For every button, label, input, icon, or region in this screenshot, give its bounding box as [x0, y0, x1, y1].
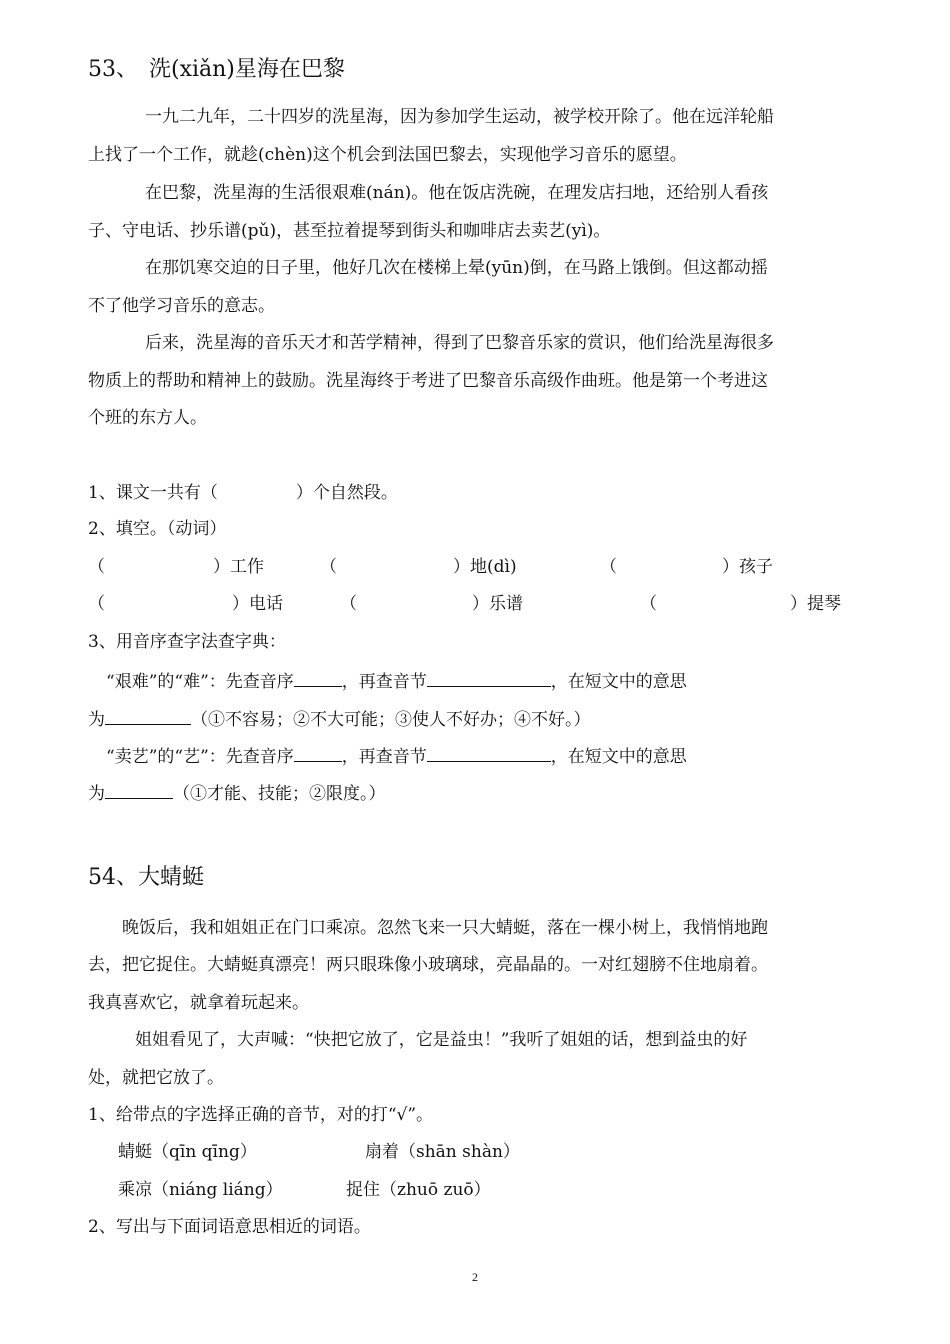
q3a-text-4: 为 — [88, 710, 105, 730]
s54-paragraph-1-line-2: 去，把它捉住。大蜻蜓真漂亮！两只眼珠像小玻璃球，亮晶晶的。一对红翅膀不住地扇着。 — [88, 955, 768, 975]
fill-1c-close: ）孩子 — [722, 557, 773, 577]
q1-suffix: ）个自然段。 — [295, 483, 398, 503]
fill-2a-close: ）电话 — [232, 594, 283, 614]
s53-paragraph-4-line-3: 个班的东方人。 — [88, 408, 207, 428]
fill-2a-blank[interactable] — [110, 593, 228, 615]
fill-1a-blank[interactable] — [110, 556, 210, 578]
s54-word-1: 蜻蜓（qīn qīng） — [118, 1142, 257, 1162]
q3b-line-2 — [88, 780, 386, 805]
fill-1c-open: （ — [600, 557, 617, 577]
s54-word-2: 扇着（shān shàn） — [365, 1142, 520, 1162]
fill-1b-close: ）地(dì) — [453, 557, 517, 577]
fill-2b-open: （ — [340, 594, 357, 614]
q3b-initial-blank[interactable] — [294, 743, 342, 762]
fill-1a-close: ）工作 — [213, 557, 264, 577]
q3a-text-2: ，再查音节 — [341, 672, 427, 692]
s53-question-1 — [88, 482, 398, 504]
fill-2c-blank[interactable] — [662, 593, 786, 615]
q3a-syllable-blank[interactable] — [427, 668, 551, 687]
fill-row-2 — [0, 593, 950, 615]
q3b-meaning-blank[interactable] — [105, 780, 173, 799]
s53-paragraph-4-line-1: 后来，洗星海的音乐天才和苦学精神，得到了巴黎音乐家的赏识，他们给洗星海很多 — [145, 333, 774, 353]
s53-question-2: 2、填空。（动词） — [88, 519, 227, 539]
fill-1b-open: （ — [320, 557, 337, 577]
s54-question-1: 1、给带点的字选择正确的音节，对的打“√”。 — [88, 1105, 434, 1125]
q3b-text-2: ，再查音节 — [341, 747, 427, 767]
s54-paragraph-2-line-1: 姐姐看见了，大声喊：“快把它放了，它是益虫！”我听了姐姐的话，想到益虫的好 — [135, 1030, 748, 1050]
q3a-options: （①不容易；②不大可能；③使人不好办；④不好。） — [191, 710, 591, 730]
fill-1a-open: （ — [88, 557, 105, 577]
fill-1c-blank[interactable] — [622, 556, 720, 578]
q3a-line-1 — [106, 668, 687, 693]
fill-row-1 — [0, 556, 950, 578]
s53-paragraph-2-line-1: 在巴黎，洗星海的生活很艰难(nán)。他在饭店洗碗，在理发店扫地，还给别人看孩 — [145, 183, 769, 203]
fill-2c-open: （ — [640, 594, 657, 614]
s54-paragraph-1-line-3: 我真喜欢它，就拿着玩起来。 — [88, 993, 309, 1013]
s53-question-3: 3、用音序查字法查字典： — [88, 632, 286, 652]
page-number: 2 — [472, 1270, 478, 1284]
fill-2c-close: ）提琴 — [790, 594, 841, 614]
s53-paragraph-1-line-1: 一九二九年，二十四岁的洗星海，因为参加学生运动，被学校开除了。他在远洋轮船 — [145, 107, 774, 127]
s54-paragraph-2-line-2: 处，就把它放了。 — [88, 1068, 224, 1088]
s53-paragraph-2-line-2: 子、守电话、抄乐谱(pǔ)，甚至拉着提琴到街头和咖啡店去卖艺(yì)。 — [88, 221, 611, 241]
s54-paragraph-1-line-1: 晚饭后，我和姐姐正在门口乘凉。忽然飞来一只大蜻蜓，落在一棵小树上，我悄悄地跑 — [122, 918, 768, 938]
section-54-title: 54、大蜻蜓 — [88, 865, 204, 890]
q3a-line-2 — [88, 706, 591, 731]
q3a-initial-blank[interactable] — [294, 668, 342, 687]
q3b-text-1: “卖艺”的“艺”：先查音序 — [106, 747, 294, 767]
fill-2b-close: ）乐谱 — [472, 594, 523, 614]
q3b-options: （①才能、技能；②限度。） — [173, 784, 386, 804]
s53-paragraph-1-line-2: 上找了一个工作，就趁(chèn)这个机会到法国巴黎去，实现他学习音乐的愿望。 — [88, 145, 687, 165]
q3b-text-3: ，在短文中的意思 — [550, 747, 687, 767]
s53-paragraph-3-line-1: 在那饥寒交迫的日子里，他好几次在楼梯上晕(yūn)倒，在马路上饿倒。但这都动摇 — [145, 258, 768, 278]
q3a-meaning-blank[interactable] — [105, 706, 191, 725]
s54-word-3: 乘凉（niáng liáng） — [118, 1180, 283, 1200]
q3b-line-1 — [106, 743, 687, 768]
fill-2a-open: （ — [88, 594, 105, 614]
section-53-title: 53、 洗(xiǎn)星海在巴黎 — [88, 57, 345, 82]
s54-question-2: 2、写出与下面词语意思相近的词语。 — [88, 1217, 371, 1237]
q3a-text-3: ，在短文中的意思 — [550, 672, 687, 692]
s53-paragraph-3-line-2: 不了他学习音乐的意志。 — [88, 296, 275, 316]
fill-2b-blank[interactable] — [362, 593, 470, 615]
s53-paragraph-4-line-2: 物质上的帮助和精神上的鼓励。洗星海终于考进了巴黎音乐高级作曲班。他是第一个考进这 — [88, 371, 768, 391]
q3a-text-1: “艰难”的“难”：先查音序 — [106, 672, 294, 692]
q3b-syllable-blank[interactable] — [427, 743, 551, 762]
q1-prefix: 1、课文一共有（ — [88, 483, 218, 503]
q3b-text-4: 为 — [88, 784, 105, 804]
s54-word-4: 捉住（zhuō zuō） — [346, 1180, 491, 1200]
fill-1b-blank[interactable] — [342, 556, 450, 578]
